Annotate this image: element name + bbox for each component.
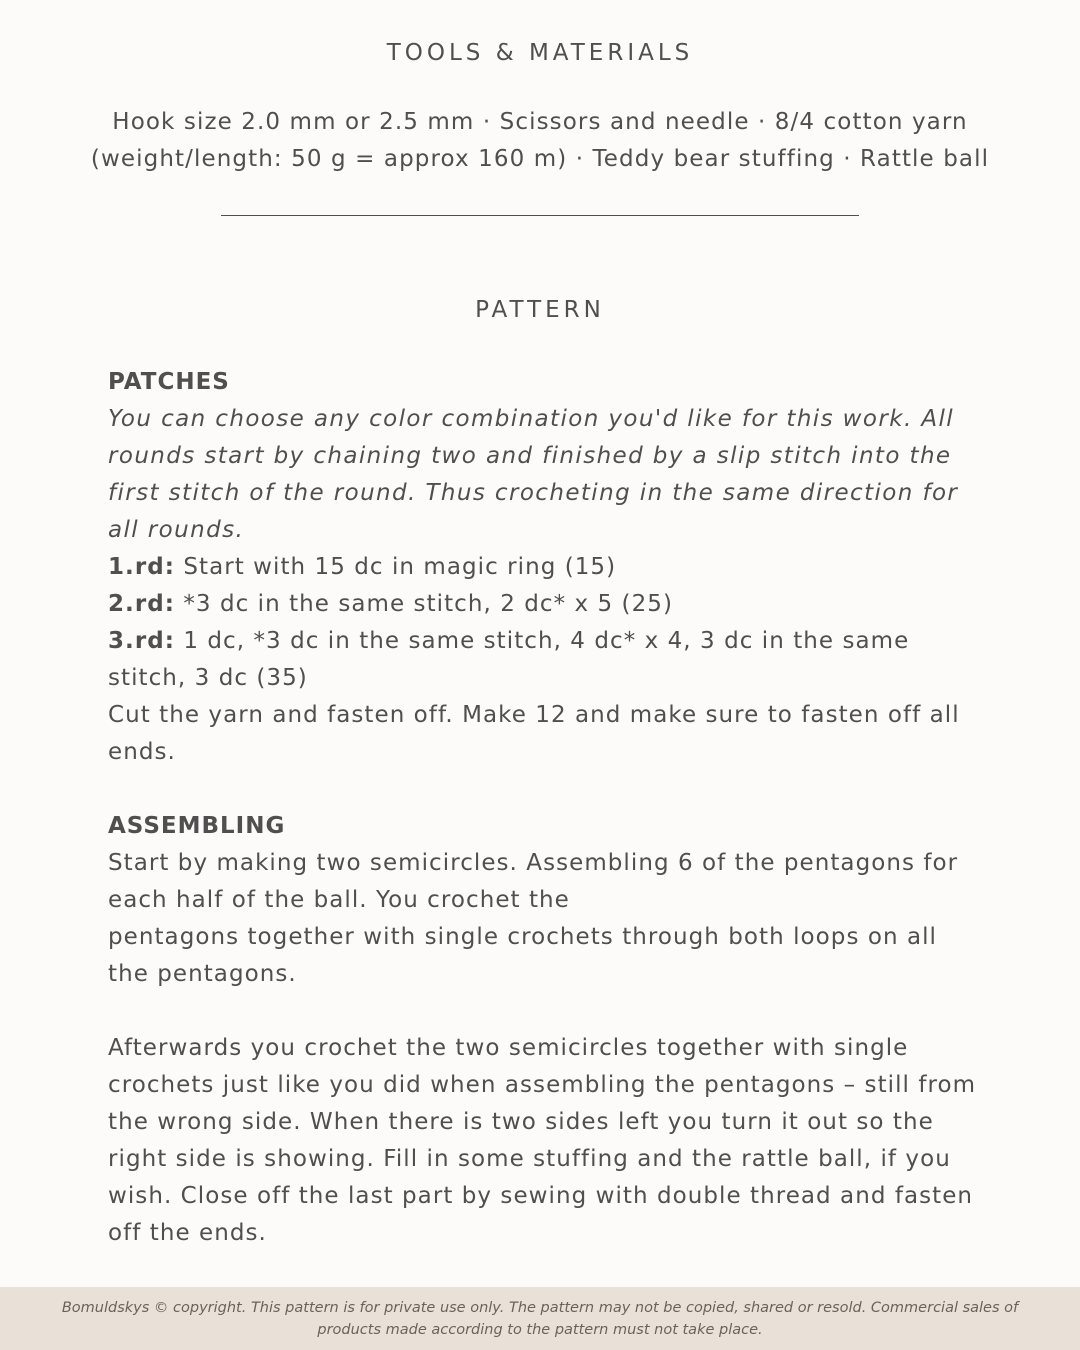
round-text: 1 dc, *3 dc in the same stitch, 4 dc* x 4, 3 dc in the same stitch, 3 dc (35) (108, 628, 910, 691)
assembling-heading: ASSEMBLING (108, 813, 286, 839)
section-divider (221, 215, 859, 216)
copyright-text: Bomuldskys © copyright. This pattern is for private use only. The pattern may not be copied, shared or resold. Commercial sales of products made according to the pattern must not take place. (61, 1300, 1019, 1338)
tools-materials-title: TOOLS & MATERIALS (386, 40, 694, 66)
assembling-para-1-line-1: Start by making two semicircles. Assembling 6 of the pentagons for each half of the ball. You crochet the (108, 850, 959, 913)
round-label: 3.rd: (108, 628, 175, 654)
patches-heading: PATCHES (108, 369, 230, 395)
patches-closing: Cut the yarn and fasten off. Make 12 and make sure to fasten off all ends. (108, 702, 960, 765)
pattern-title: PATTERN (475, 297, 605, 323)
copyright-footer (0, 1287, 1080, 1350)
round-1 (108, 549, 978, 586)
assembling-para-1-line-2: pentagons together with single crochets through both loops on all the pentagons. (108, 924, 937, 987)
round-2 (108, 586, 978, 623)
assembling-para-2: Afterwards you crochet the two semicircles together with single crochets just like you did when assembling the pentagons – still from the wrong side. When there is two sides left you turn it out so the right side is showing. Fill in some stuffing and the rattle ball, if you wish. Close off the last part by sewing with double thread and fasten off the ends. (108, 1035, 977, 1246)
round-text: Start with 15 dc in magic ring (15) (175, 554, 617, 580)
round-3 (108, 623, 978, 697)
materials-list (60, 104, 1020, 178)
assembling-section (108, 808, 978, 1252)
paragraph-spacer (108, 993, 978, 1030)
materials-line-1: Hook size 2.0 mm or 2.5 mm · Scissors and needle · 8/4 cotton yarn (112, 109, 968, 135)
patches-intro: You can choose any color combination you'd like for this work. All rounds start by chaining two and finished by a slip stitch into the first stitch of the round. Thus crocheting in the same direction for all rounds. (108, 406, 959, 543)
round-label: 2.rd: (108, 591, 175, 617)
patches-section (108, 364, 978, 771)
round-label: 1.rd: (108, 554, 175, 580)
round-text: *3 dc in the same stitch, 2 dc* x 5 (25) (175, 591, 673, 617)
materials-line-2: (weight/length: 50 g = approx 160 m) · Teddy bear stuffing · Rattle ball (90, 146, 990, 172)
